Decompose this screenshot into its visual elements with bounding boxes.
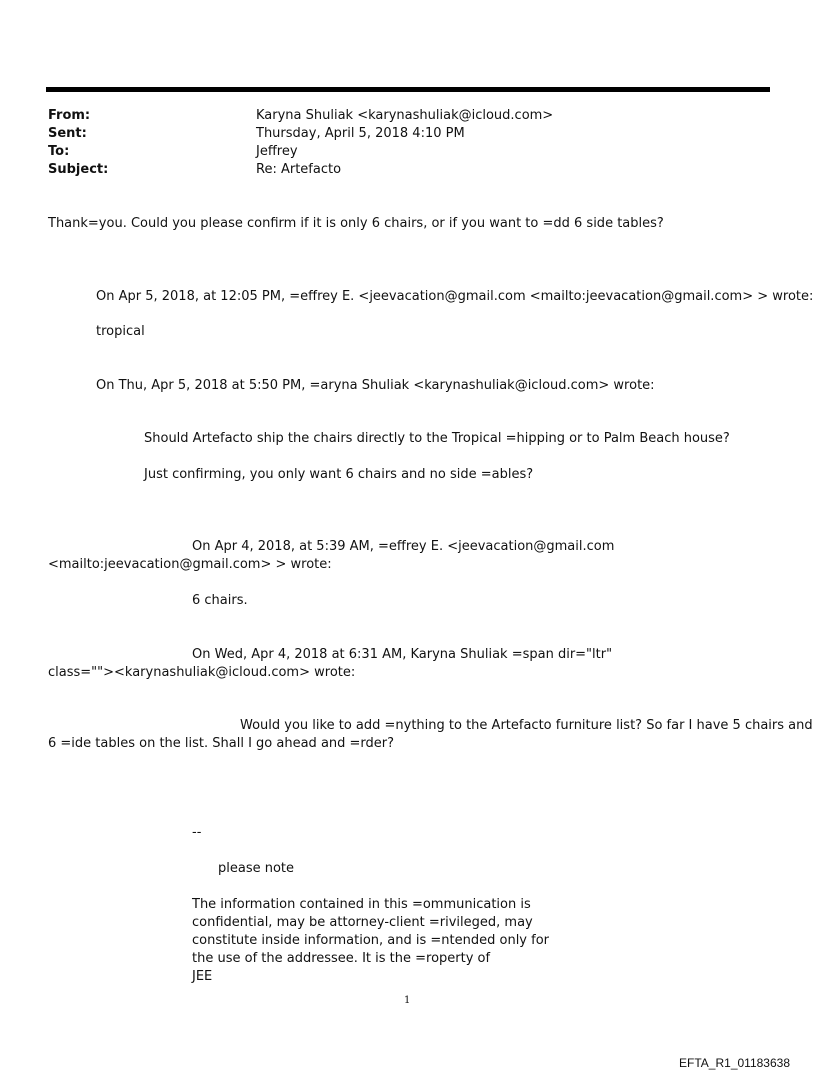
sent-label: Sent: [48, 126, 87, 141]
quote2-header: On Thu, Apr 5, 2018 at 5:50 PM, =aryna Shuliak <karynashuliak@icloud.com> wrote: [96, 378, 655, 393]
document-id: EFTA_R1_01183638 [679, 1056, 790, 1070]
disclaimer-line1: The information contained in this =ommunication is [192, 897, 531, 912]
disclaimer-line4: the use of the addressee. It is the =roperty of [192, 951, 491, 966]
from-label: From: [48, 108, 91, 123]
subject-value: Re: Artefacto [256, 162, 342, 177]
sent-value: Thursday, April 5, 2018 4:10 PM [256, 126, 465, 141]
page-number: 1 [404, 995, 411, 1006]
quote2-line2: Just confirming, you only want 6 chairs and no side =ables? [144, 467, 534, 482]
disclaimer-line3: constitute inside information, and is =ntended only for [192, 933, 550, 948]
signature-note: please note [218, 861, 295, 876]
signature-dashes: -- [192, 825, 202, 840]
to-label: To: [48, 144, 70, 159]
quote1-header: On Apr 5, 2018, at 12:05 PM, =effrey E. <jeevacation@gmail.com <mailto:jeevacation@gmail.com> > wrote: [96, 289, 814, 304]
from-value: Karyna Shuliak <karynashuliak@icloud.com> [256, 108, 554, 123]
quote2-line1: Should Artefacto ship the chairs directly to the Tropical =hipping or to Palm Beach house? [144, 431, 730, 446]
quote4-text-a: Would you like to add =nything to the Artefacto furniture list? So far I have 5 chairs and [240, 718, 813, 733]
header-rule [46, 87, 770, 92]
quote4-header-a: On Wed, Apr 4, 2018 at 6:31 AM, Karyna Shuliak =span dir="ltr" [192, 647, 613, 662]
disclaimer-line5: JEE [192, 969, 213, 984]
quote3-header-b: <mailto:jeevacation@gmail.com> > wrote: [48, 557, 332, 572]
quote3-text: 6 chairs. [192, 593, 248, 608]
to-value: Jeffrey [256, 144, 298, 159]
quote3-header-a: On Apr 4, 2018, at 5:39 AM, =effrey E. <jeevacation@gmail.com [192, 539, 615, 554]
reply-text: Thank=you. Could you please confirm if it is only 6 chairs, or if you want to =dd 6 side tables? [48, 216, 664, 231]
quote4-text-b: 6 =ide tables on the list. Shall I go ahead and =rder? [48, 736, 395, 751]
quote4-header-b: class=""><karynashuliak@icloud.com> wrote: [48, 665, 356, 680]
disclaimer-line2: confidential, may be attorney-client =rivileged, may [192, 915, 533, 930]
subject-label: Subject: [48, 162, 109, 177]
quote1-text: tropical [96, 324, 145, 339]
